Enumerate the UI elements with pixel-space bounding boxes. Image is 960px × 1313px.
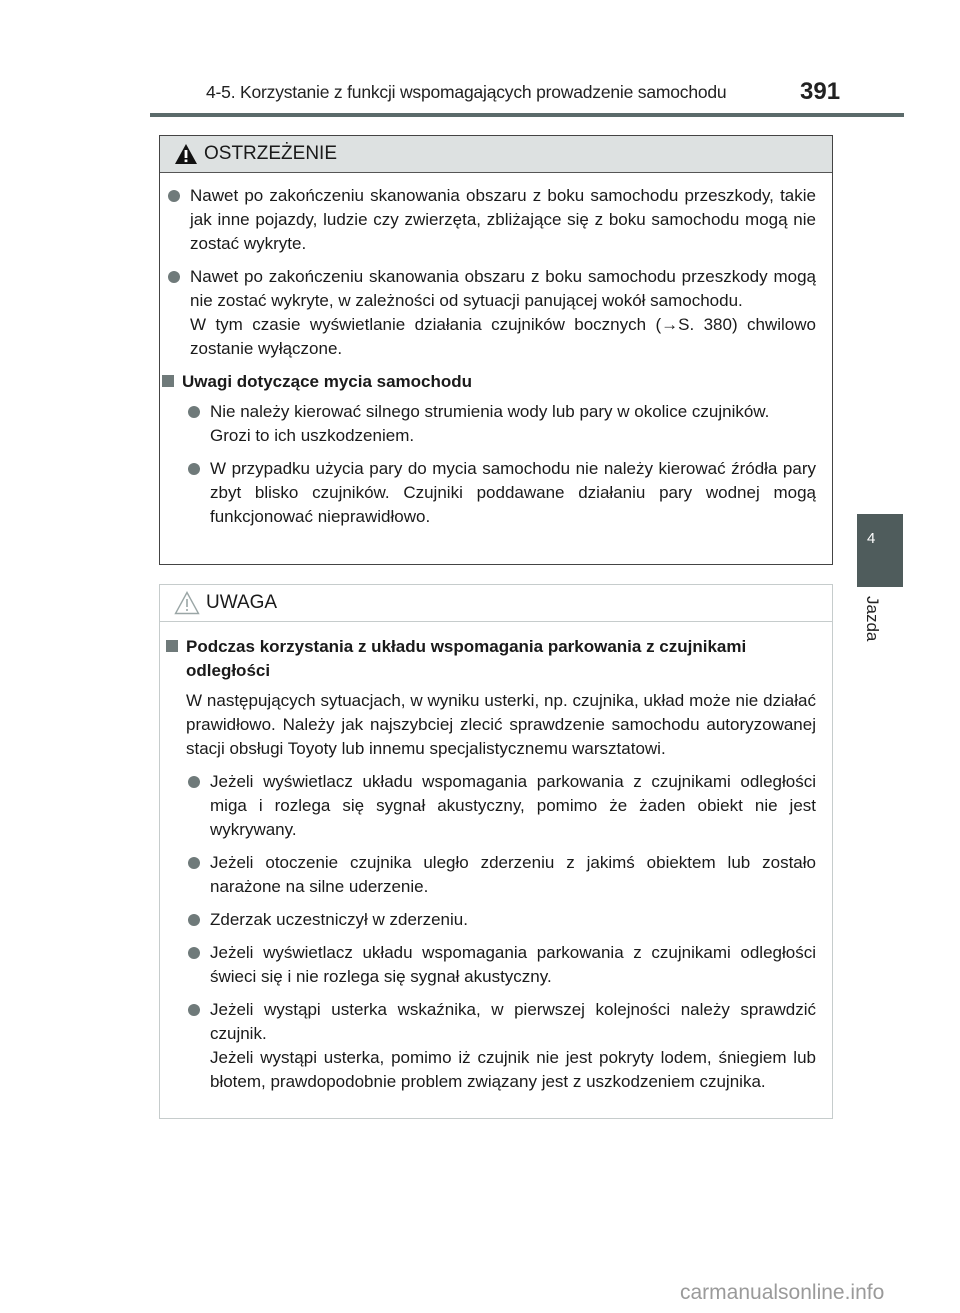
- warning-bullet: Nie należy kierować silnego strumienia wody lub pary w okolice czujników. Grozi to ich uszkodzeniem.: [186, 400, 816, 448]
- bullet-icon: [168, 271, 180, 283]
- section-heading: Uwagi dotyczące mycia samochodu: [162, 370, 816, 394]
- bullet-icon: [188, 1004, 200, 1016]
- warning-bullet: Nawet po zakończeniu skanowania obszaru z boku samochodu przeszkody, takie jak inne pojazdy, ludzie czy zwierzęta, zbliżające się z boku samochodu mogą nie zostać wykryte.: [166, 184, 816, 256]
- caution-bullet: Jeżeli wystąpi usterka wskaźnika, w pierwszej kolejności należy sprawdzić czujnik. Jeżeli wystąpi usterka, pomimo iż czujnik nie jest pokryty lodem, śniegiem lub błotem, prawdopodobnie problem związany jest z uszkodzeniem czujnika.: [186, 998, 816, 1094]
- bullet-icon: [188, 947, 200, 959]
- warning-box: [159, 135, 833, 565]
- warning-bullet: Nawet po zakończeniu skanowania obszaru z boku samochodu przeszkody mogą nie zostać wykryte, w zależności od sytuacji panującej wokół samochodu. W tym czasie wyświetlanie działania czujników bocznych (→S. 380) chwilowo zostanie wyłączone.: [166, 265, 816, 361]
- chapter-number: 4: [867, 530, 876, 547]
- square-bullet-icon: [166, 640, 178, 652]
- caution-bullet: Jeżeli wyświetlacz układu wspomagania parkowania z czujnikami odległości miga i rozlega się sygnał akustyczny, pomimo że żaden obiekt nie jest wykrywany.: [186, 770, 816, 842]
- chapter-label: Jazda: [863, 596, 882, 642]
- caution-intro: W następujących sytuacjach, w wyniku usterki, np. czujnika, układ może nie działać prawidłowo. Należy jak najszybciej zlecić sprawdzenie samochodu autoryzowanej stacji obsługi Toyoty lub innemu specjalistycznemu warsztatowi.: [186, 691, 816, 758]
- warning-outline-triangle-icon: [174, 591, 200, 615]
- bullet-icon: [188, 776, 200, 788]
- warning-bullet: W przypadku użycia pary do mycia samochodu nie należy kierować źródła pary zbyt blisko czujników. Czujniki poddawane działaniu pary wodnej mogą funkcjonować nieprawidłowo.: [186, 457, 816, 529]
- caution-box: [159, 584, 833, 1119]
- caution-bullet: Zderzak uczestniczył w zderzeniu.: [186, 908, 816, 932]
- bullet-icon: [188, 914, 200, 926]
- page-header-title: 4-5. Korzystanie z funkcji wspomagających prowadzenie samochodu: [206, 82, 727, 102]
- warning-header: [160, 136, 832, 173]
- page-number: 391: [800, 78, 841, 105]
- header-rule: [150, 113, 904, 117]
- chapter-tab[interactable]: [857, 514, 903, 587]
- caution-bullet: Jeżeli wyświetlacz układu wspomagania parkowania z czujnikami odległości świeci się i nie rozlega się sygnał akustyczny.: [186, 941, 816, 989]
- section-heading: Podczas korzystania z układu wspomagania parkowania z czujnikami odległości: [166, 635, 816, 683]
- caution-header: [160, 585, 832, 622]
- caution-title: UWAGA: [206, 592, 278, 613]
- bullet-icon: [168, 190, 180, 202]
- warning-title: OSTRZEŻENIE: [204, 143, 338, 164]
- bullet-icon: [188, 463, 200, 475]
- bullet-icon: [188, 406, 200, 418]
- watermark: carmanualsonline.info: [680, 1281, 885, 1304]
- caution-bullet: Jeżeli otoczenie czujnika uległo zderzeniu z jakimś obiektem lub zostało narażone na silne uderzenie.: [186, 851, 816, 899]
- bullet-icon: [188, 857, 200, 869]
- warning-filled-triangle-icon: [174, 143, 198, 165]
- square-bullet-icon: [162, 375, 174, 387]
